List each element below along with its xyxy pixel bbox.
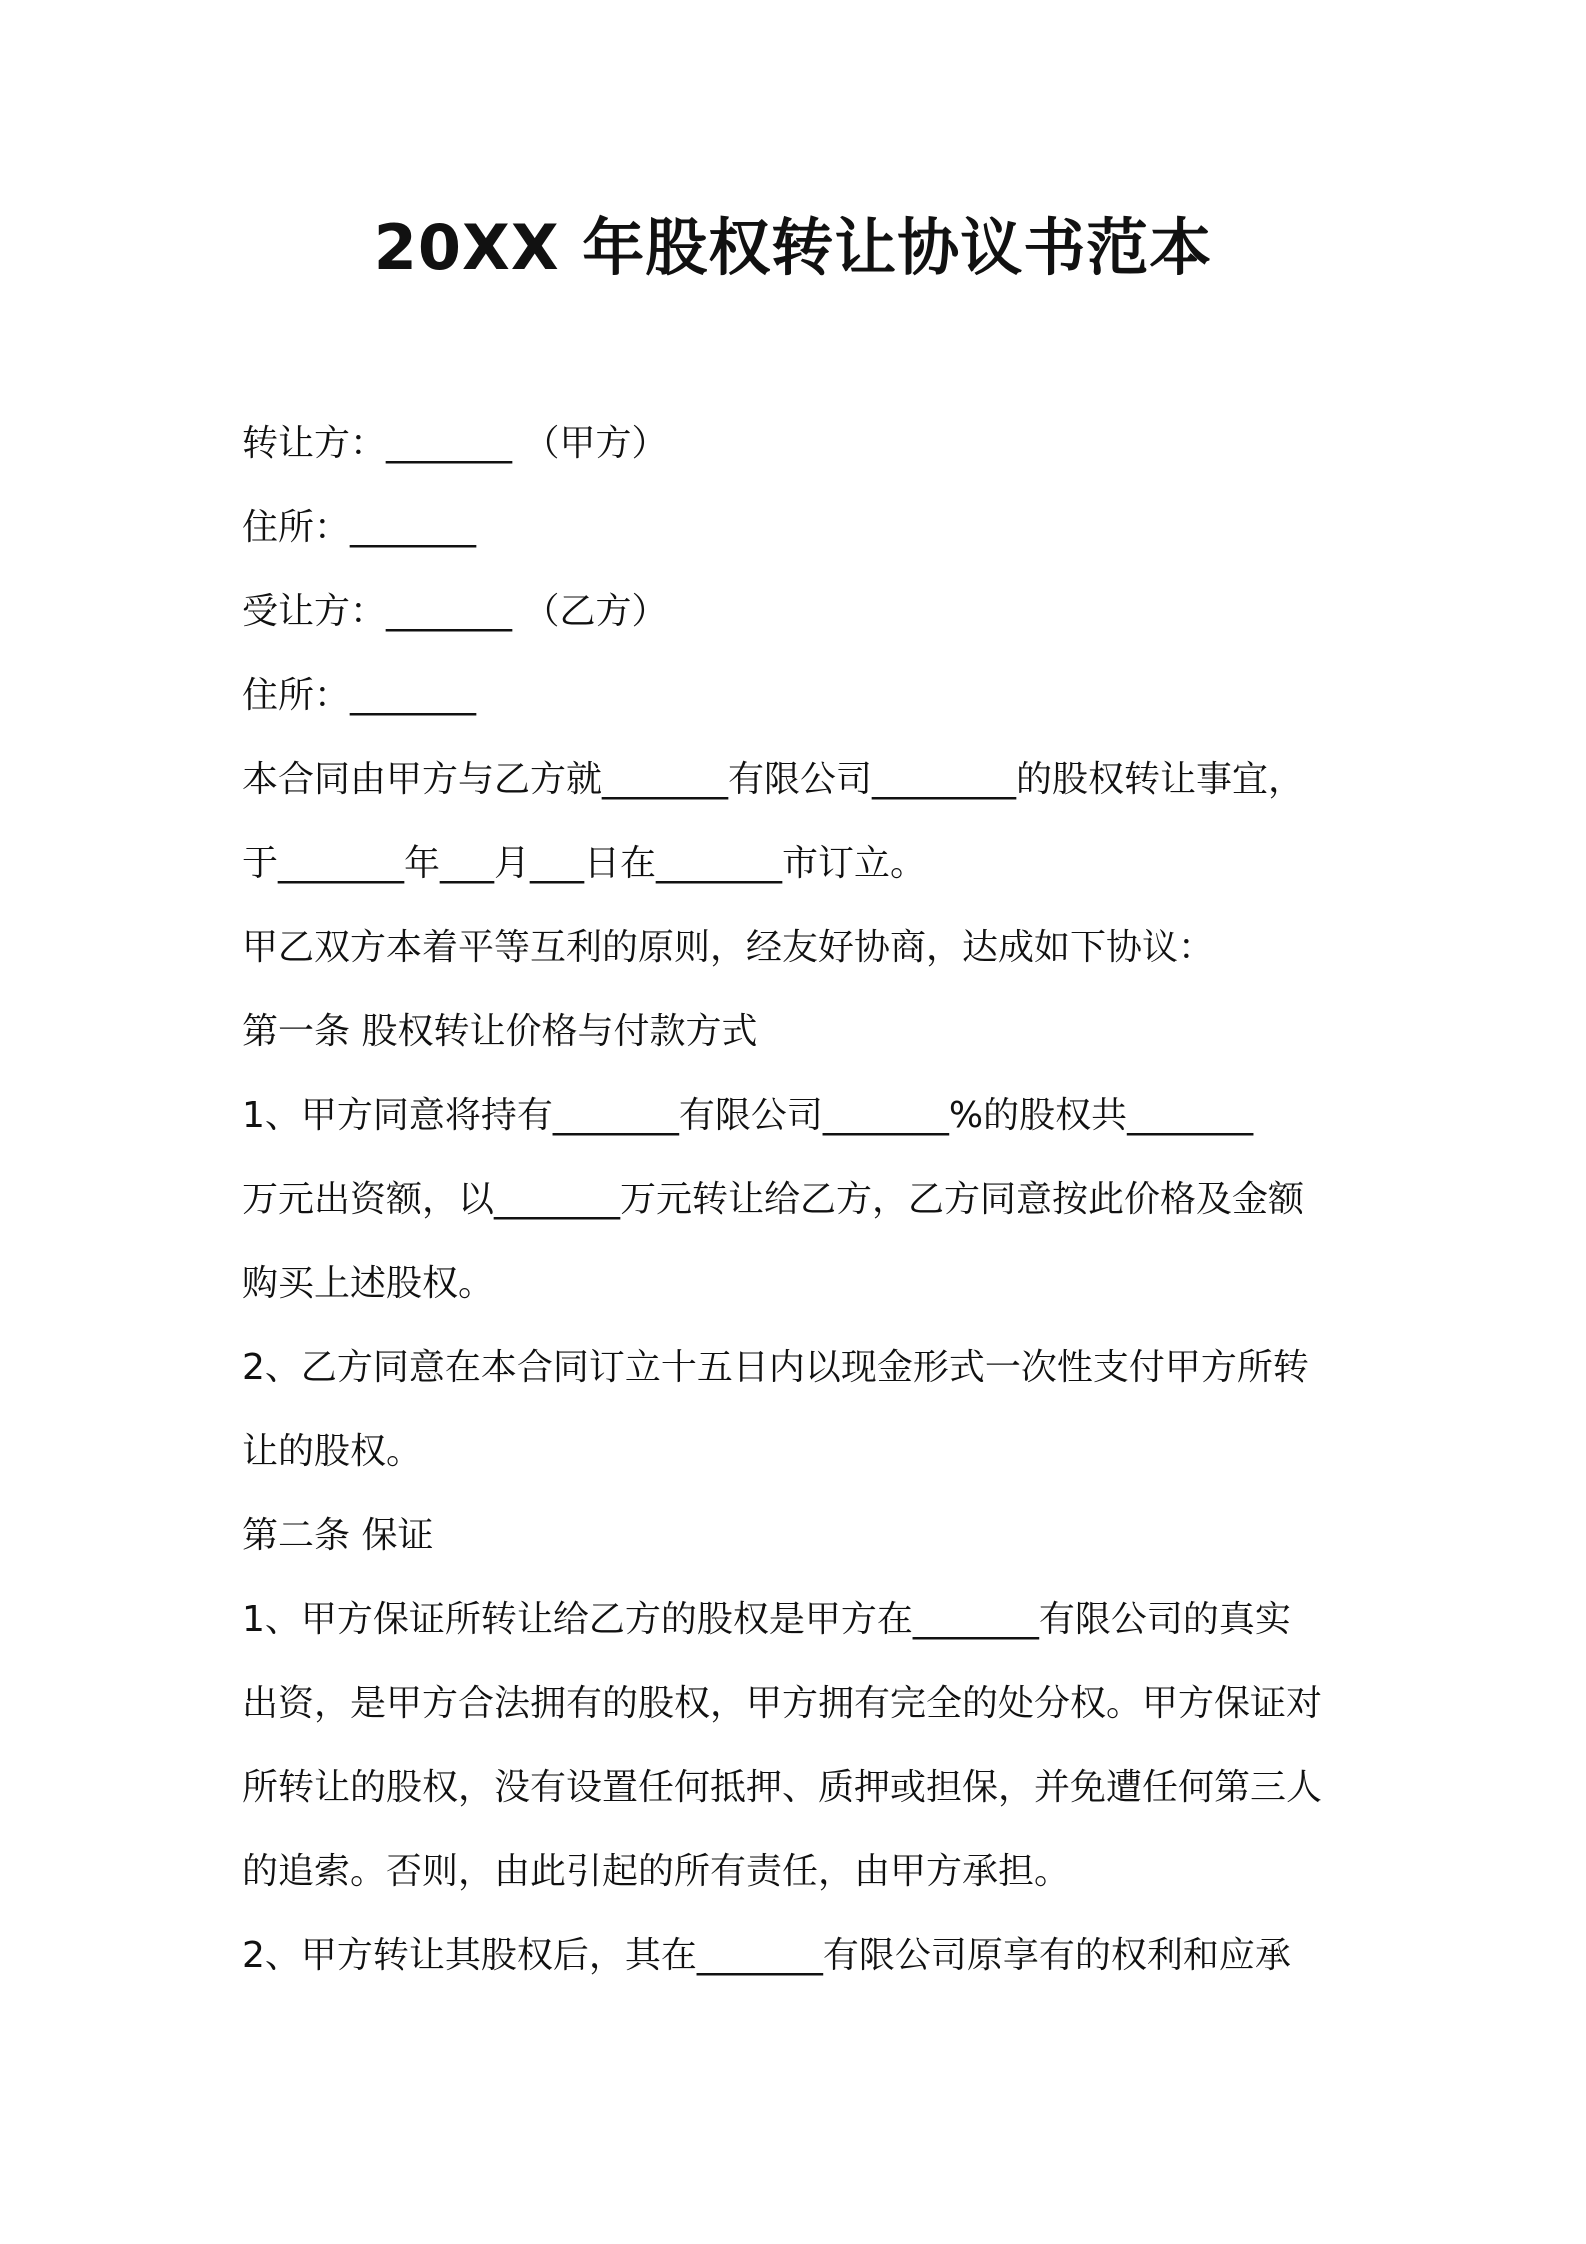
paragraph-line: 2、乙方同意在本合同订立十五日内以现金形式一次性支付甲方所转 — [242, 1347, 1309, 1388]
paragraph-line: 所转让的股权，没有设置任何抵押、质押或担保，并免遭任何第三人 — [242, 1767, 1323, 1808]
paragraph-line: 1、甲方同意将持有_______有限公司_______%的股权共_______ — [242, 1095, 1254, 1136]
paragraph-line: 甲乙双方本着平等互利的原则，经友好协商，达成如下协议： — [242, 927, 1215, 968]
paragraph-line: 2、甲方转让其股权后，其在_______有限公司原享有的权利和应承 — [242, 1935, 1291, 1976]
article-heading: 第一条 股权转让价格与付款方式 — [242, 1011, 758, 1052]
article-heading: 第二条 保证 — [242, 1515, 434, 1556]
transferee-address-line: 住所：_______ — [242, 675, 477, 716]
paragraph-line: 万元出资额，以_______万元转让给乙方，乙方同意按此价格及金额 — [242, 1179, 1305, 1220]
paragraph-line: 1、甲方保证所转让给乙方的股权是甲方在_______有限公司的真实 — [242, 1599, 1291, 1640]
transferor-line: 转让方：_______ （甲方） — [242, 423, 668, 464]
paragraph-line: 的追索。否则，由此引起的所有责任，由甲方承担。 — [242, 1851, 1071, 1892]
document-title: 20XX 年股权转让协议书范本 — [373, 211, 1213, 284]
paragraph-line: 出资，是甲方合法拥有的股权，甲方拥有完全的处分权。甲方保证对 — [242, 1683, 1323, 1724]
document-body — [242, 402, 1362, 1998]
transferor-address-line: 住所：_______ — [242, 507, 477, 548]
paragraph-line: 于_______年___月___日在_______市订立。 — [242, 843, 927, 884]
paragraph-line: 购买上述股权。 — [242, 1263, 495, 1304]
transferee-line: 受让方：_______ （乙方） — [242, 591, 668, 632]
paragraph-line: 让的股权。 — [242, 1431, 423, 1472]
paragraph-line: 本合同由甲方与乙方就_______有限公司________的股权转让事宜， — [242, 759, 1305, 800]
